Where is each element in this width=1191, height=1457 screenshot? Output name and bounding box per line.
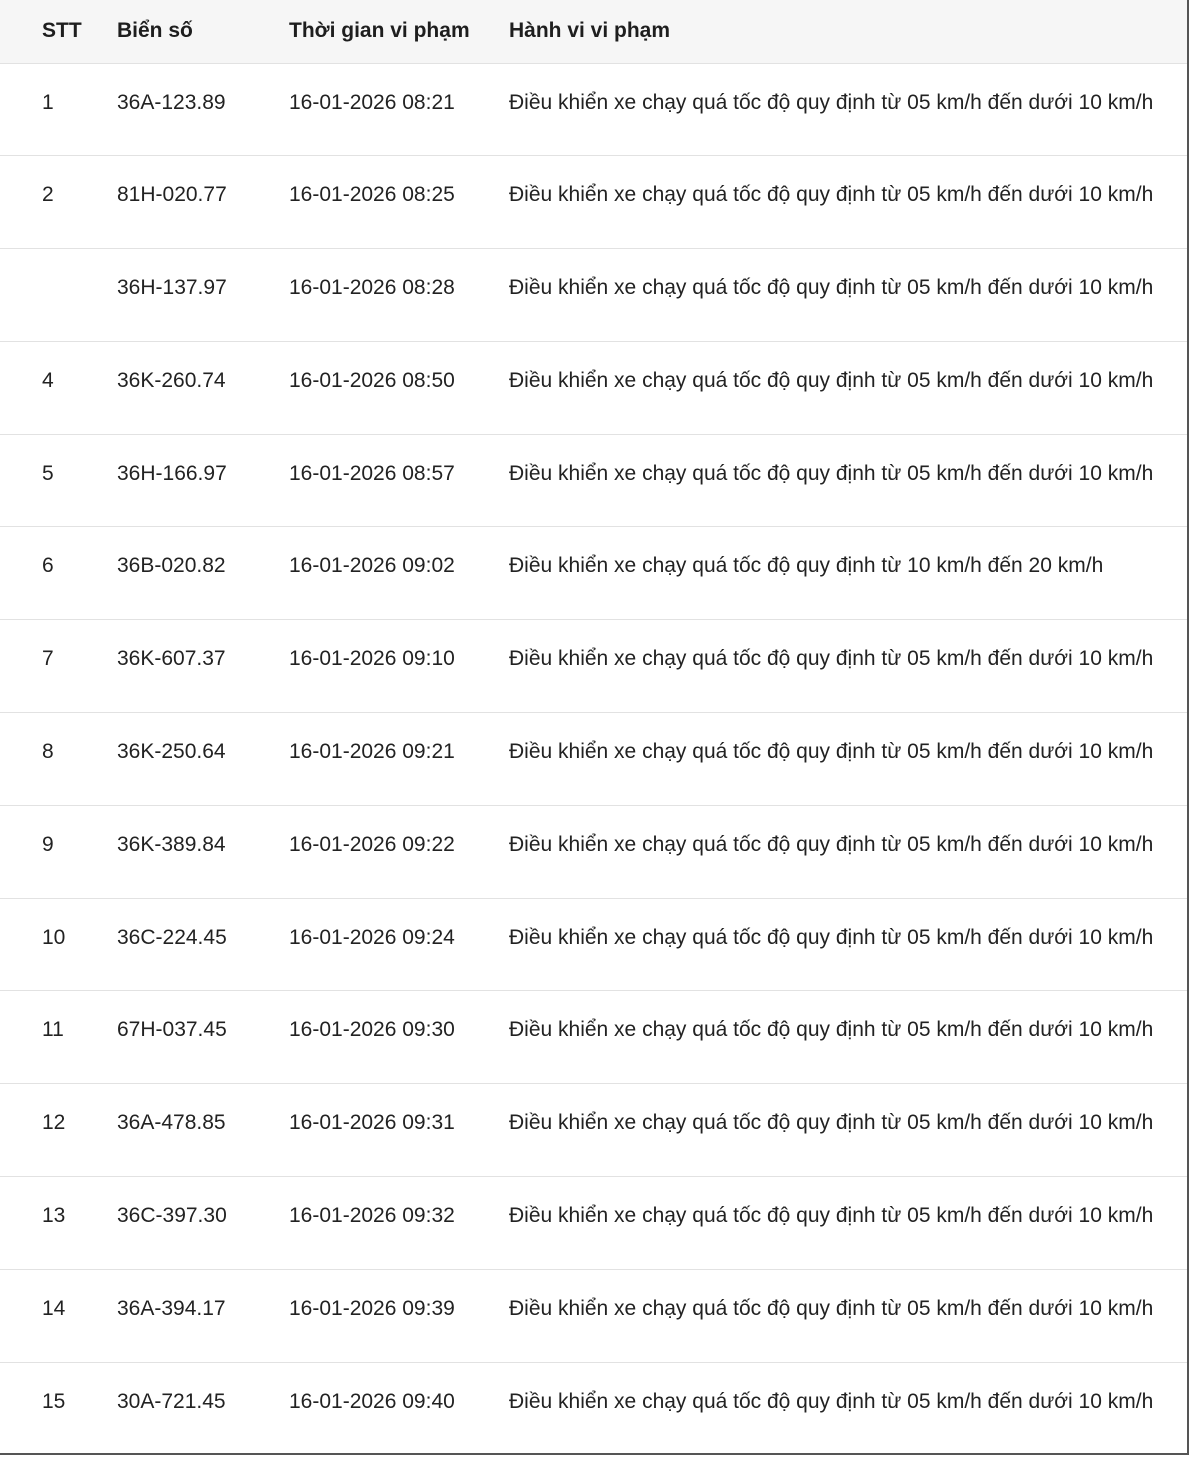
cell-time: 16-01-2026 09:30 [289, 1018, 455, 1042]
cell-violation: Điều khiển xe chạy quá tốc độ quy định từ 05 km/h đến dưới 10 km/h [509, 925, 1154, 949]
cell-stt: 6 [42, 554, 54, 578]
cell-stt: 13 [42, 1204, 66, 1228]
cell-violation: Điều khiển xe chạy quá tốc độ quy định từ 05 km/h đến dưới 10 km/h [509, 183, 1154, 207]
cell-stt: 10 [42, 925, 66, 949]
cell-plate: 36K-607.37 [117, 647, 226, 671]
cell-violation: Điều khiển xe chạy quá tốc độ quy định từ 05 km/h đến dưới 10 km/h [509, 1018, 1154, 1042]
cell-plate: 67H-037.45 [117, 1018, 227, 1042]
cell-plate: 36A-123.89 [117, 90, 226, 114]
table-row [0, 898, 1187, 991]
table-row [0, 713, 1187, 806]
cell-plate: 81H-020.77 [117, 183, 227, 207]
table-header [0, 0, 1187, 63]
cell-stt: 9 [42, 832, 54, 856]
cell-violation: Điều khiển xe chạy quá tốc độ quy định từ 05 km/h đến dưới 10 km/h [509, 647, 1154, 671]
table-row [0, 1362, 1187, 1455]
cell-time: 16-01-2026 08:21 [289, 90, 455, 114]
column-header-violation: Hành vi vi phạm [509, 0, 1187, 63]
cell-violation: Điều khiển xe chạy quá tốc độ quy định từ 05 km/h đến dưới 10 km/h [509, 461, 1154, 485]
cell-violation: Điều khiển xe chạy quá tốc độ quy định từ 05 km/h đến dưới 10 km/h [509, 276, 1154, 300]
cell-violation: Điều khiển xe chạy quá tốc độ quy định từ 05 km/h đến dưới 10 km/h [509, 1204, 1154, 1228]
cell-time: 16-01-2026 09:02 [289, 554, 455, 578]
cell-time: 16-01-2026 09:40 [289, 1389, 455, 1413]
cell-time: 16-01-2026 08:25 [289, 183, 455, 207]
cell-plate: 36H-137.97 [117, 276, 227, 300]
header-row [0, 0, 1187, 63]
cell-violation: Điều khiển xe chạy quá tốc độ quy định từ 05 km/h đến dưới 10 km/h [509, 90, 1154, 114]
column-header-plate: Biển số [117, 0, 289, 63]
cell-time: 16-01-2026 09:39 [289, 1296, 455, 1320]
cell-plate: 30A-721.45 [117, 1389, 226, 1413]
cell-time: 16-01-2026 08:50 [289, 368, 455, 392]
cell-plate: 36A-394.17 [117, 1296, 226, 1320]
column-header-time: Thời gian vi phạm [289, 0, 509, 63]
cell-stt: 8 [42, 740, 54, 764]
table-row [0, 991, 1187, 1084]
table-row [0, 805, 1187, 898]
cell-time: 16-01-2026 09:24 [289, 925, 455, 949]
cell-plate: 36B-020.82 [117, 554, 226, 578]
cell-time: 16-01-2026 09:21 [289, 740, 455, 764]
cell-stt: 14 [42, 1296, 66, 1320]
cell-violation: Điều khiển xe chạy quá tốc độ quy định từ 05 km/h đến dưới 10 km/h [509, 368, 1154, 392]
cell-time: 16-01-2026 09:10 [289, 647, 455, 671]
cell-plate: 36C-224.45 [117, 925, 227, 949]
cell-stt: 7 [42, 647, 54, 671]
cell-stt: 4 [42, 368, 54, 392]
cell-time: 16-01-2026 08:57 [289, 461, 455, 485]
cell-plate: 36K-250.64 [117, 740, 226, 764]
cell-time: 16-01-2026 09:31 [289, 1111, 455, 1135]
cell-stt: 15 [42, 1389, 66, 1413]
cell-violation: Điều khiển xe chạy quá tốc độ quy định từ 05 km/h đến dưới 10 km/h [509, 832, 1154, 856]
cell-plate: 36H-166.97 [117, 461, 227, 485]
table-row [0, 1269, 1187, 1362]
cell-plate: 36K-260.74 [117, 368, 226, 392]
table-row [0, 63, 1187, 156]
table-row [0, 341, 1187, 434]
cell-plate: 36A-478.85 [117, 1111, 226, 1135]
table-row [0, 156, 1187, 249]
table-row [0, 249, 1187, 342]
table-body [0, 63, 1187, 1455]
cell-time: 16-01-2026 08:28 [289, 276, 455, 300]
cell-plate: 36K-389.84 [117, 832, 226, 856]
cell-stt: 12 [42, 1111, 66, 1135]
cell-stt [0, 249, 117, 342]
cell-time: 16-01-2026 09:32 [289, 1204, 455, 1228]
table-row [0, 527, 1187, 620]
cell-violation: Điều khiển xe chạy quá tốc độ quy định từ 05 km/h đến dưới 10 km/h [509, 1389, 1154, 1413]
cell-violation: Điều khiển xe chạy quá tốc độ quy định từ 05 km/h đến dưới 10 km/h [509, 1296, 1154, 1320]
cell-time: 16-01-2026 09:22 [289, 832, 455, 856]
cell-violation: Điều khiển xe chạy quá tốc độ quy định từ 05 km/h đến dưới 10 km/h [509, 1111, 1154, 1135]
column-header-stt: STT [0, 0, 117, 63]
cell-stt: 11 [42, 1018, 64, 1042]
cell-plate: 36C-397.30 [117, 1204, 227, 1228]
table-row [0, 434, 1187, 527]
cell-stt: 1 [42, 90, 54, 114]
cell-violation: Điều khiển xe chạy quá tốc độ quy định từ 05 km/h đến dưới 10 km/h [509, 740, 1154, 764]
cell-stt: 5 [42, 461, 54, 485]
table-row [0, 620, 1187, 713]
table-row [0, 1084, 1187, 1177]
cell-stt: 2 [42, 183, 54, 207]
cell-violation: Điều khiển xe chạy quá tốc độ quy định từ 10 km/h đến 20 km/h [509, 554, 1104, 578]
table-row [0, 1177, 1187, 1270]
